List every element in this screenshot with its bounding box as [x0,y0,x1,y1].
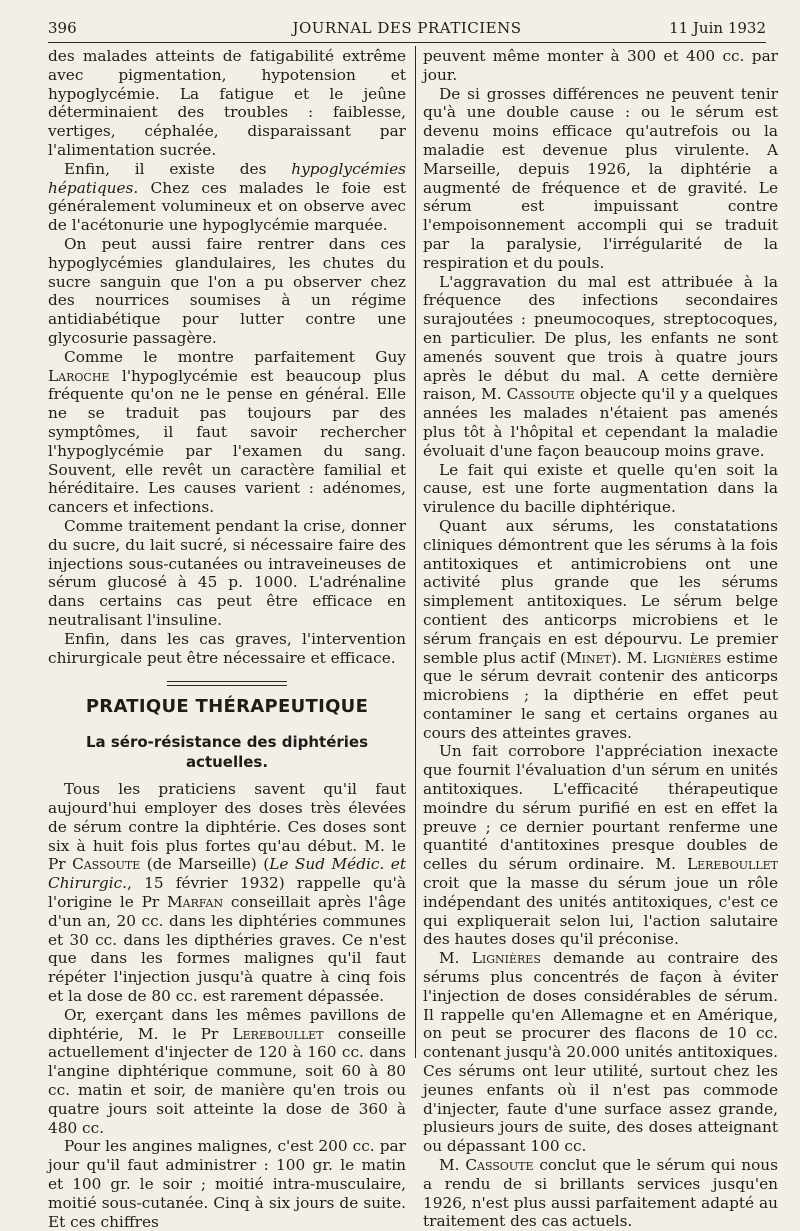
author-name: Lereboullet [686,855,778,874]
paragraph: des malades atteints de fatigabilité extrême avec pigmentation, hypotension et hypoglycémie. La fatigue et le jeûne déterminaient des troubles : faiblesse, vertiges, céphalée, disparaissant par l'alimentation sucrée. [48,47,406,159]
paragraph: Enfin, il existe des hypoglycémies hépatiques. Chez ces malades le foie est généralement volumineux et on observe avec de l'acétonurie une hypoglycémie marquée. [48,159,406,235]
paragraph: M. Lignières demande au contraire des sérums plus concentrés de façon à éviter l'injection de doses considérables de sérum. Il rappelle qu'en Allemagne et en Amérique, on peut se procurer des flacons de 10 cc. contenant jusqu'à 20.000 unités antitoxiques. Ces sérums ont leur utilité, surtout chez les jeunes enfants où il n'est pas commode d'injecter, faute d'une surface assez grande, plusieurs jours de suite, des doses atteignant ou dépassant 100 cc. [423,949,778,1156]
author-name: Cassoute [506,385,575,404]
paragraph: De si grosses différences ne peuvent tenir qu'à une double cause : ou le sérum est devenu moins efficace qu'autrefois ou la maladie est devenue plus virulente. A Marseille, depuis 1926, la diphtérie a augmenté de fréquence et de gravité. Le sérum est impuissant contre l'empoisonnement accompli qui se traduit par la paralysie, l'irrégularité de la respiration et du pouls. [423,84,778,272]
section-separator [167,681,287,686]
journal-title: JOURNAL DES PRATICIENS [292,19,522,37]
page-number: 396 [48,19,77,37]
author-name: Laroche [48,366,110,385]
paragraph: Comme le montre parfaitement Guy Laroche l'hypoglycémie est beaucoup plus fréquente qu'on ne le pense en général. Elle ne se traduit pas toujours par des symptômes, il faut savoir rechercher l'hypoglycémie par l'examen du sang. Souvent, elle revêt un caractère familial et héréditaire. Les causes varient : adénomes, cancers et infections. [48,347,406,517]
paragraph: Enfin, dans les cas graves, l'intervention chirurgicale peut être nécessaire et efficace. [48,629,406,667]
paragraph: Comme traitement pendant la crise, donner du sucre, du lait sucré, si nécessaire faire des injections sous-cutanées ou intraveineuses de sérum glucosé à 45 p. 1000. L'adrénaline dans certains cas peut être efficace en neutralisant l'insuline. [48,516,406,629]
paragraph: Or, exerçant dans les mêmes pavillons de diphtérie, M. le Pr Lereboullet conseille actuellement d'injecter de 120 à 160 cc. dans l'angine diphtérique commune, soit 60 à 80 cc. matin et soir, de manière qu'en trois ou quatre jours soit atteinte la dose de 360 à 480 cc. [48,1005,406,1137]
left-column [48,47,406,1231]
running-header [48,18,766,43]
paragraph: peuvent même monter à 300 et 400 cc. par jour. [423,47,778,84]
paragraph: Le fait qui existe et quelle qu'en soit la cause, est une forte augmentation dans la virulence du bacille diphtérique. [423,460,778,517]
author-name: Marfan [166,893,224,912]
author-name: Cassoute [465,1156,534,1175]
author-name: Lereboullet [232,1024,324,1043]
paragraph: M. Cassoute conclut que le sérum qui nous a rendu de si brillants services jusqu'en 1926, n'est plus aussi parfaitement adapté au traitement des cas actuels. [423,1156,778,1231]
paragraph: L'aggravation du mal est attribuée à la fréquence des infections secondaires surajoutées : pneumocoques, streptocoques, en particulier. De plus, les enfants ne sont amenés souvent que trois à quatre jours après le début du mal. A cette dernière raison, M. Cassoute objecte qu'il y a quelques années les malades n'étaient pas amenés plus tôt à l'hôpital et cependant la maladie évoluait d'une façon beaucoup moins grave. [423,272,778,460]
paragraph: On peut aussi faire rentrer dans ces hypoglycémies glandulaires, les chutes du sucre sanguin que l'on a pu observer chez des nourrices soumises à un régime antidiabétique pour lutter contre une glycosurie passagère. [48,234,406,347]
author-name: Lignières [652,648,722,667]
article-title: La séro-résistance des diphtéries actuelles. [85,733,369,772]
emphasis-term: hypoglycémies hépatiques [48,159,406,197]
right-column [423,47,778,1231]
author-name: Cassoute [72,855,141,874]
author-name: Lignières [471,949,541,968]
issue-date: 11 Juin 1932 [669,19,766,37]
section-title: PRATIQUE THÉRAPEUTIQUE [85,696,369,718]
author-name: Minet [565,648,611,667]
paragraph: Pour les angines malignes, c'est 200 cc. par jour qu'il faut administrer : 100 gr. le matin et 100 gr. le soir ; moitié intra-musculaire, moitié sous-cutanée. Cinq à six jours de suite. Et ces chiffres [48,1137,406,1231]
paragraph: Quant aux sérums, les constatations cliniques démontrent que les sérums à la fois antitoxiques et antimicrobiens ont une activité plus grande que les sérums simplement antitoxiques. Le sérum belge contient des anticorps microbiens et le sérum français en est dépourvu. Le premier semble plus actif (Minet). M. Lignières estime que le sérum devrait contenir des anticorps microbiens ; la dipthérie en effet peut contaminer le sang et certains organes au cours des atteintes graves. [423,516,778,742]
column-divider [415,46,416,1058]
journal-reference: Le Sud Médic. et Chirurgic. [48,855,407,893]
paragraph: Un fait corrobore l'appréciation inexacte que fournit l'évaluation d'un sérum en unités antitoxiques. L'efficacité thérapeutique moindre du sérum purifié en est en effet la preuve ; ce dernier pourtant renferme une quantité d'antitoxines presque doubles de celles du sérum ordinaire. M. Lereboullet croit que la masse du sérum joue un rôle indépendant des unités antitoxiques, c'est ce qui expliquerait selon lui, l'action salutaire des hautes doses qu'il préconise. [423,742,778,949]
paragraph: Tous les praticiens savent qu'il faut aujourd'hui employer des doses très élevées de sérum contre la diphtérie. Ces doses sont six à huit fois plus fortes qu'au début. M. le Pr Cassoute (de Marseille) (Le Sud Médic. et Chirurgic., 15 février 1932) rappelle qu'à l'origine le Pr Marfan conseillait après l'âge d'un an, 20 cc. dans les diphtéries communes et 30 cc. dans les dipthéries graves. Ce n'est que dans les formes malignes qu'il faut répéter l'injection jusqu'à quatre à cinq fois et la dose de 80 cc. est rarement dépassée. [48,780,407,1006]
